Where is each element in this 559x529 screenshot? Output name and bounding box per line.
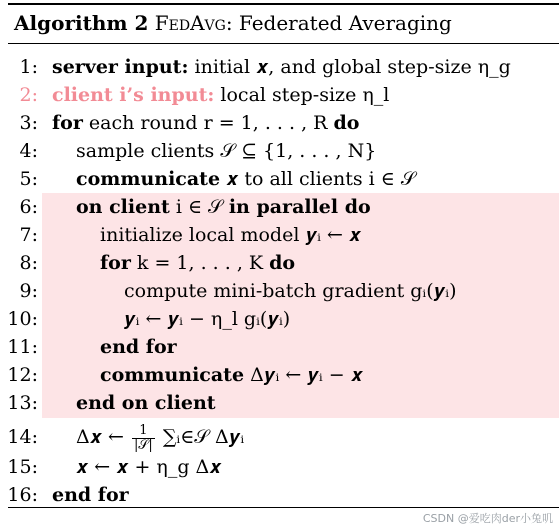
line-text: i ∈ 𝒮 (169, 196, 229, 218)
fraction (132, 424, 155, 453)
keyword: client i’s input: (52, 84, 215, 106)
keyword: do (333, 112, 360, 134)
top-rule (8, 3, 559, 5)
line-number: 13: (7, 392, 38, 414)
line-text: Δ𝒚ᵢ ← 𝒚ᵢ − 𝒙 (244, 364, 363, 386)
watermark: CSDN @爱吃肉der小兔叽 (422, 512, 553, 525)
title-rule (8, 43, 559, 44)
line-number: 15: (7, 456, 38, 478)
line-number: 14: (7, 426, 38, 448)
line-number: 1: (19, 56, 38, 78)
keyword: on client (76, 196, 170, 218)
keyword: in parallel do (228, 196, 371, 218)
fraction-numerator: 1 (132, 424, 155, 439)
keyword: do (269, 252, 296, 274)
line-text: 𝒙 to all clients i ∈ 𝒮 (220, 168, 416, 190)
keyword: end for (100, 336, 177, 358)
line-text: sample clients 𝒮 ⊆ {1, . . . , N} (76, 140, 377, 162)
algorithm-name: FedAvg (154, 11, 226, 35)
line-text: k = 1, . . . , K (130, 252, 270, 274)
line-text: ∑ᵢ∈𝒮 Δ𝒚ᵢ (156, 426, 245, 448)
algorithm-title (14, 11, 452, 35)
fraction-denominator: |𝒮| (133, 437, 153, 453)
line-number: 7: (19, 224, 38, 246)
keyword: communicate (76, 168, 221, 190)
line-text: each round r = 1, . . . , R (82, 112, 334, 134)
keyword: server input: (52, 56, 189, 78)
line-text: 𝒚ᵢ ← 𝒚ᵢ − η_l gᵢ(𝒚ᵢ) (124, 308, 291, 330)
line-number: 12: (7, 364, 38, 386)
line-text: initialize local model 𝒚ᵢ ← 𝒙 (100, 224, 362, 246)
keyword: end on client (76, 392, 216, 414)
keyword: for (52, 112, 83, 134)
line-number: 16: (7, 484, 38, 506)
line-number: 11: (7, 336, 38, 358)
bottom-rule (8, 507, 559, 508)
line-number: 6: (19, 196, 38, 218)
keyword: end for (52, 484, 129, 506)
line-text: 𝒙 ← 𝒙 + η_g Δ𝒙 (76, 456, 222, 478)
line-number: 5: (19, 168, 38, 190)
line-text: compute mini-batch gradient gᵢ(𝒚ᵢ) (124, 280, 457, 302)
keyword: for (100, 252, 131, 274)
keyword: communicate (100, 364, 245, 386)
line-number: 2: (19, 84, 38, 106)
line-number: 8: (19, 252, 38, 274)
line-text: initial 𝒙, and global step-size η_g (188, 56, 511, 78)
line-number: 3: (19, 112, 38, 134)
algorithm-label: Algorithm 2 (14, 11, 149, 35)
line-number: 10: (7, 308, 38, 330)
line-number: 9: (19, 280, 38, 302)
line-text-pre: Δ𝒙 ← (76, 426, 124, 448)
line-text: local step-size η_l (214, 84, 390, 106)
line-number: 4: (19, 140, 38, 162)
algorithm-subtitle: : Federated Averaging (225, 11, 452, 35)
